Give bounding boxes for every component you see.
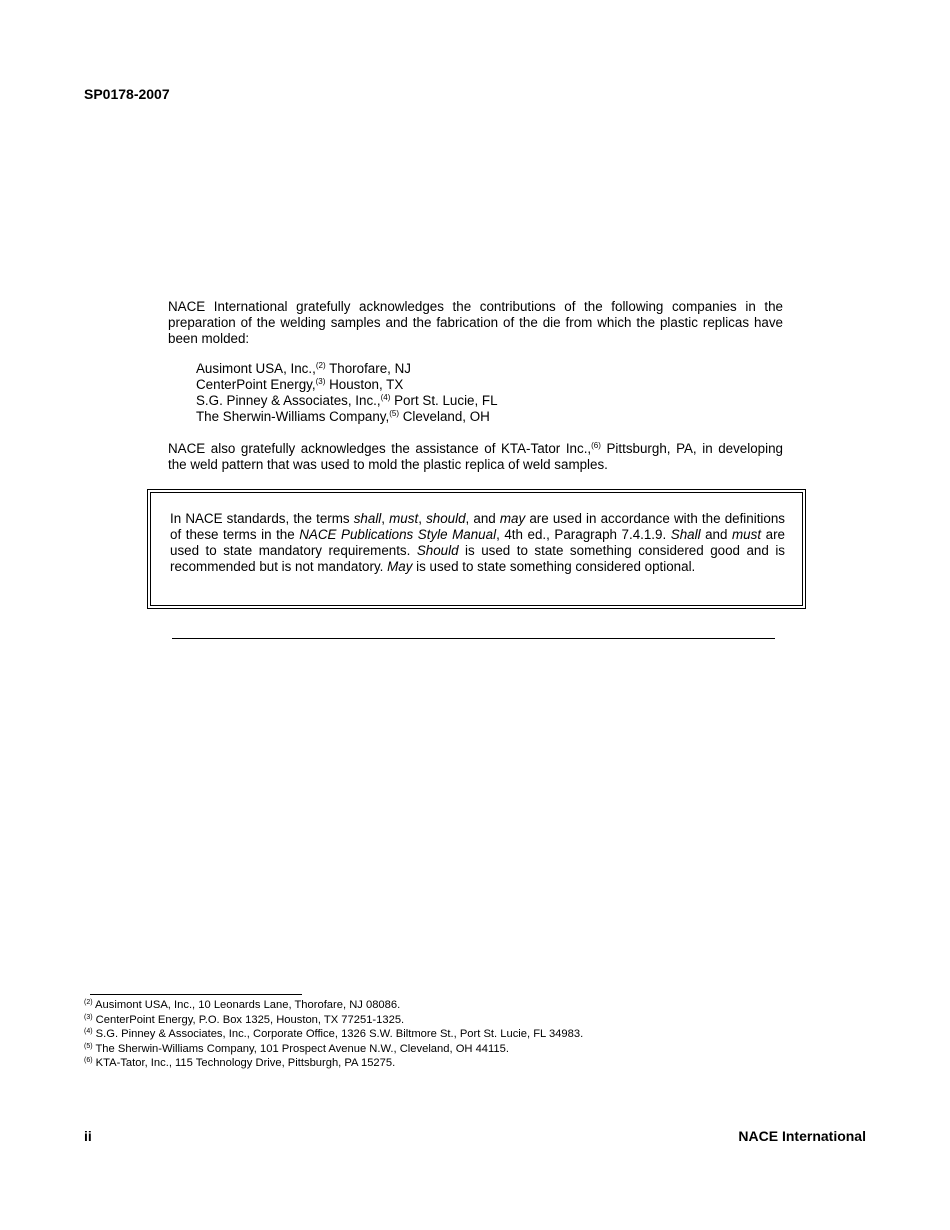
company-location: Cleveland, OH xyxy=(402,409,490,424)
footnote xyxy=(84,998,583,1013)
list-item xyxy=(196,377,783,393)
footnote-text: KTA-Tator, Inc., 115 Technology Drive, Pittsburgh, PA 15275. xyxy=(92,1057,396,1069)
ack-text: NACE also gratefully acknowledges the assistance of KTA-Tator Inc., xyxy=(168,441,592,456)
footnote-ref: (4) xyxy=(380,393,391,402)
footnote-ref: (6) xyxy=(591,441,601,450)
footnote-ref: (3) xyxy=(315,377,326,386)
section-divider xyxy=(172,638,775,639)
company-name: S.G. Pinney & Associates, Inc., xyxy=(196,393,381,408)
intro-paragraph: NACE International gratefully acknowledges the contributions of the following companies in the preparation of the welding samples and the fabrication of the die from which the plastic replicas have been molded: xyxy=(168,299,783,346)
footnote xyxy=(84,1027,583,1042)
page-number: ii xyxy=(84,1128,92,1144)
list-item xyxy=(196,361,783,377)
list-item xyxy=(196,409,783,425)
document-id: SP0178-2007 xyxy=(84,86,170,102)
footnotes xyxy=(84,998,583,1071)
list-item xyxy=(196,393,783,409)
company-location: Thorofare, NJ xyxy=(329,361,411,376)
footnote-marker: (4) xyxy=(84,1028,93,1035)
company-name: The Sherwin-Williams Company, xyxy=(196,409,390,424)
company-name: Ausimont USA, Inc., xyxy=(196,361,316,376)
acknowledgements-section xyxy=(168,299,783,473)
terminology-note-box xyxy=(147,489,806,609)
footnote xyxy=(84,1056,583,1071)
company-location: Houston, TX xyxy=(329,377,404,392)
footnote-marker: (3) xyxy=(84,1013,93,1021)
footnote-text: CenterPoint Energy, P.O. Box 1325, Houston, TX 77251-1325. xyxy=(92,1013,405,1026)
company-list xyxy=(196,361,783,425)
footnote-marker: (5) xyxy=(84,1042,93,1050)
footnote xyxy=(84,1013,583,1028)
footnote-divider xyxy=(90,994,302,995)
footnote-text: The Sherwin-Williams Company, 101 Prospect Avenue N.W., Cleveland, OH 44115. xyxy=(92,1042,509,1055)
footnote-marker: (2) xyxy=(84,999,93,1006)
footnote-ref: (2) xyxy=(315,361,326,370)
footnote-ref: (5) xyxy=(389,409,400,418)
footnote-marker: (6) xyxy=(84,1057,93,1064)
footnote-text: S.G. Pinney & Associates, Inc., Corporate Office, 1326 S.W. Biltmore St., Port St. Lucie, FL 34983. xyxy=(92,1028,584,1040)
company-name: CenterPoint Energy, xyxy=(196,377,316,392)
ack-text-continued: Pittsburgh, PA, in developing the weld pattern that was used to mold the plastic replica of weld samples. xyxy=(168,441,783,472)
footnote xyxy=(84,1042,583,1057)
company-location: Port St. Lucie, FL xyxy=(394,393,498,408)
terminology-note: In NACE standards, the terms shall, must, should, and may are used in accordance with the definitions of these terms in the NACE Publications Style Manual, 4th ed., Paragraph 7.4.1.9. Shall and must are used to state mandatory requirements. Should is used to state something considered good and is recommended but is not mandatory. May is used to state something considered optional. xyxy=(170,511,785,574)
footnote-text: Ausimont USA, Inc., 10 Leonards Lane, Thorofare, NJ 08086. xyxy=(92,999,401,1011)
acknowledgement-paragraph xyxy=(168,441,783,473)
footer-organization: NACE International xyxy=(738,1128,866,1144)
